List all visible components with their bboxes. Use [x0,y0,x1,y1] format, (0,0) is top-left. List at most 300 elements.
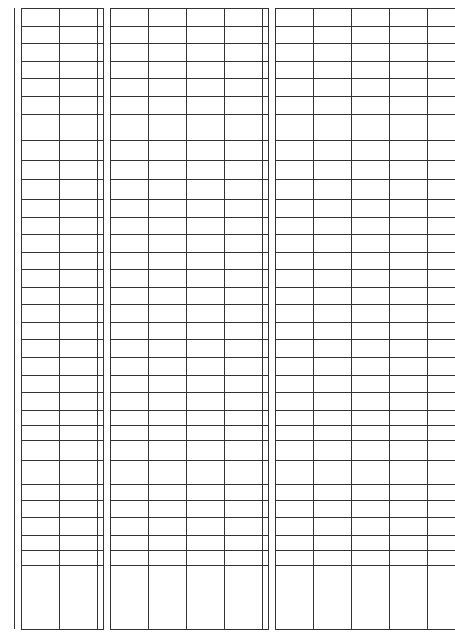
table-cell [22,200,60,218]
table-cell [428,393,455,411]
table-cell [111,425,149,440]
table-cell [314,79,352,97]
table-cell [314,200,352,218]
table-cell [225,425,263,440]
row-code [428,551,455,566]
table-cell [225,160,263,180]
table-cell [149,518,187,536]
table-cell [149,357,187,375]
table-cell [22,461,60,485]
table-cell [22,500,60,518]
table-cell [149,270,187,288]
table-cell [276,500,314,518]
table-cell [390,200,428,218]
table-cell [390,287,428,305]
table-cell [111,357,149,375]
table-cell [352,518,390,536]
table-cell [149,500,187,518]
table-cell [276,9,314,27]
table-cell [276,322,314,340]
table-cell [276,441,314,461]
table-row [428,9,455,630]
table-cell [428,79,455,97]
table-body [15,9,455,630]
table-cell [314,9,352,27]
table-cell [111,375,149,393]
table-cell [60,441,98,461]
table-cell [314,393,352,411]
table-cell [60,461,98,485]
table-row [187,9,225,630]
table-cell [187,61,225,79]
table-cell [187,441,225,461]
table-row [390,9,428,630]
table-cell [428,535,455,550]
row-code [22,551,60,566]
section-heading [104,9,111,630]
table-cell [111,160,149,180]
table-cell [60,79,98,97]
table-cell [111,270,149,288]
section-heading-row [269,9,276,630]
table-cell [22,535,60,550]
table-cell [187,393,225,411]
table-cell [390,441,428,461]
table-cell [225,485,263,500]
row-code [149,551,187,566]
table-cell [225,441,263,461]
table-cell [149,425,187,440]
table-cell [111,180,149,200]
table-cell [390,96,428,114]
table-cell [225,461,263,485]
table-cell [111,500,149,518]
table-cell [22,114,60,140]
table-cell [22,305,60,323]
table-cell [187,340,225,358]
table-cell [187,96,225,114]
row-name [187,566,225,630]
table-cell [149,535,187,550]
table-cell [428,461,455,485]
section-heading-row [15,9,22,630]
table-cell [428,9,455,27]
table-cell [390,79,428,97]
table-cell [149,375,187,393]
table-cell [22,235,60,253]
table-cell [390,252,428,270]
table-cell [276,140,314,160]
table-row [22,9,60,630]
table-cell [225,375,263,393]
table-cell [149,410,187,425]
table-cell [22,322,60,340]
table-cell [390,410,428,425]
table-cell [428,270,455,288]
table-cell [60,535,98,550]
table-cell [390,357,428,375]
table-cell [276,340,314,358]
table-cell [225,500,263,518]
table-cell [390,270,428,288]
table-cell [390,26,428,44]
table-cell [428,287,455,305]
table-cell [22,160,60,180]
table-cell [149,217,187,235]
table-row [352,9,390,630]
table-cell [352,96,390,114]
table-cell [225,340,263,358]
table-cell [111,322,149,340]
table-cell [314,61,352,79]
table-cell [352,393,390,411]
table-cell [187,305,225,323]
table-cell [22,287,60,305]
table-cell [149,114,187,140]
table-cell [22,96,60,114]
table-cell [149,305,187,323]
table-cell [111,9,149,27]
section-heading [15,9,22,630]
table-cell [149,79,187,97]
table-cell [187,114,225,140]
table-cell [314,160,352,180]
table-cell [60,160,98,180]
table-cell [22,425,60,440]
table-cell [352,287,390,305]
table-cell [111,140,149,160]
table-cell [60,500,98,518]
table-cell [22,79,60,97]
table-cell [111,61,149,79]
table-cell [276,217,314,235]
table-cell [22,393,60,411]
table-cell [276,235,314,253]
table-cell [428,114,455,140]
table-cell [390,485,428,500]
table-cell [60,425,98,440]
table-row [60,9,98,630]
table-row [276,9,314,630]
table-cell [314,305,352,323]
table-cell [314,425,352,440]
table-cell [390,9,428,27]
table-cell [22,270,60,288]
table-cell [352,485,390,500]
table-cell [225,44,263,62]
table-cell [22,44,60,62]
table-cell [111,44,149,62]
table-cell [187,518,225,536]
table-cell [352,410,390,425]
table-cell [276,485,314,500]
table-cell [225,410,263,425]
table-cell [60,410,98,425]
table-cell [22,217,60,235]
table-cell [352,61,390,79]
table-cell [352,425,390,440]
table-cell [352,441,390,461]
table-cell [390,461,428,485]
table-cell [352,26,390,44]
table-cell [352,500,390,518]
table-cell [225,287,263,305]
table-cell [225,26,263,44]
table-cell [225,114,263,140]
table-cell [352,375,390,393]
table-cell [60,200,98,218]
row-code [60,551,98,566]
table-cell [314,500,352,518]
table-cell [276,270,314,288]
table-cell [149,441,187,461]
table-cell [352,160,390,180]
row-name [60,566,98,630]
section-heading-row [104,9,111,630]
table-cell [149,461,187,485]
table-cell [390,425,428,440]
table-cell [314,26,352,44]
table-cell [276,96,314,114]
table-cell [352,140,390,160]
table-cell [149,61,187,79]
table-cell [60,235,98,253]
table-cell [111,79,149,97]
table-cell [314,140,352,160]
table-cell [276,44,314,62]
table-cell [390,518,428,536]
table-cell [22,340,60,358]
table-cell [60,9,98,27]
table-cell [390,114,428,140]
table-cell [276,79,314,97]
table-cell [111,485,149,500]
table-cell [111,393,149,411]
table-cell [352,217,390,235]
table-cell [225,140,263,160]
table-cell [390,393,428,411]
table-cell [428,61,455,79]
table-cell [314,270,352,288]
table-cell [428,235,455,253]
table-cell [276,305,314,323]
table-cell [60,518,98,536]
table-cell [225,79,263,97]
table-cell [352,252,390,270]
table-cell [314,441,352,461]
table-cell [111,410,149,425]
table-cell [314,322,352,340]
table-cell [352,114,390,140]
table-cell [22,61,60,79]
row-code [390,551,428,566]
table-row [225,9,263,630]
table-cell [428,441,455,461]
row-name [276,566,314,630]
table-cell [187,287,225,305]
row-code [314,551,352,566]
table-cell [60,375,98,393]
table-cell [60,217,98,235]
table-cell [352,461,390,485]
table-cell [22,410,60,425]
table-cell [225,252,263,270]
table-cell [276,357,314,375]
table-cell [187,357,225,375]
table-cell [352,270,390,288]
table-cell [428,340,455,358]
table-cell [276,425,314,440]
table-cell [60,61,98,79]
table-cell [314,287,352,305]
table-cell [390,61,428,79]
table-cell [314,357,352,375]
table-cell [428,160,455,180]
table-cell [276,287,314,305]
table-cell [225,322,263,340]
table-cell [428,357,455,375]
table-cell [60,287,98,305]
table-cell [225,200,263,218]
table-cell [111,235,149,253]
table-cell [428,410,455,425]
table-cell [428,217,455,235]
table-cell [352,357,390,375]
table-cell [149,235,187,253]
table-cell [60,322,98,340]
table-cell [225,9,263,27]
table-cell [225,518,263,536]
table-cell [225,235,263,253]
row-code [352,551,390,566]
table-cell [225,96,263,114]
table-cell [352,340,390,358]
row-name [428,566,455,630]
row-name [149,566,187,630]
table-cell [111,287,149,305]
table-cell [428,140,455,160]
table-cell [111,518,149,536]
table-cell [352,9,390,27]
table-cell [149,140,187,160]
table-cell [314,410,352,425]
table-cell [111,26,149,44]
table-cell [428,500,455,518]
table-cell [428,322,455,340]
table-cell [314,180,352,200]
table-cell [314,375,352,393]
table-cell [111,114,149,140]
table-cell [352,44,390,62]
row-name [314,566,352,630]
row-name [22,566,60,630]
table-cell [149,9,187,27]
table-cell [149,96,187,114]
table-cell [225,357,263,375]
table-cell [111,441,149,461]
table-cell [22,357,60,375]
table-cell [314,44,352,62]
table-cell [314,461,352,485]
table-cell [428,252,455,270]
table-cell [390,535,428,550]
table-row [149,9,187,630]
row-name [225,566,263,630]
table-cell [276,535,314,550]
table-cell [111,200,149,218]
table-cell [352,305,390,323]
table-cell [276,375,314,393]
table-cell [60,114,98,140]
table-cell [352,322,390,340]
table-cell [187,79,225,97]
table-cell [314,252,352,270]
table-cell [314,485,352,500]
table-cell [314,340,352,358]
table-cell [60,140,98,160]
table-cell [187,410,225,425]
table-cell [111,217,149,235]
table-cell [390,322,428,340]
table-cell [390,340,428,358]
table-cell [111,535,149,550]
table-cell [187,375,225,393]
table-cell [314,535,352,550]
table-cell [352,180,390,200]
section-heading [269,9,276,630]
table-cell [352,535,390,550]
table-cell [60,270,98,288]
table-cell [60,252,98,270]
table-cell [428,26,455,44]
table-cell [187,235,225,253]
table-cell [22,140,60,160]
table-cell [60,180,98,200]
table-cell [276,114,314,140]
table-cell [276,252,314,270]
table-cell [352,79,390,97]
table-cell [22,441,60,461]
table-cell [60,340,98,358]
table-cell [276,410,314,425]
table-cell [149,485,187,500]
table-cell [390,305,428,323]
table-cell [60,357,98,375]
row-code [276,551,314,566]
table-cell [187,180,225,200]
table-cell [187,500,225,518]
table-cell [60,44,98,62]
table-cell [149,287,187,305]
table-row [314,9,352,630]
table-cell [276,180,314,200]
table-cell [22,180,60,200]
table-cell [225,393,263,411]
table-cell [187,322,225,340]
table-cell [149,322,187,340]
row-name [390,566,428,630]
table-cell [276,26,314,44]
table-cell [187,26,225,44]
table-cell [276,200,314,218]
table-cell [149,26,187,44]
table-cell [22,252,60,270]
row-name [111,566,149,630]
table-cell [390,140,428,160]
table-cell [428,518,455,536]
row-code [111,551,149,566]
row-code [225,551,263,566]
